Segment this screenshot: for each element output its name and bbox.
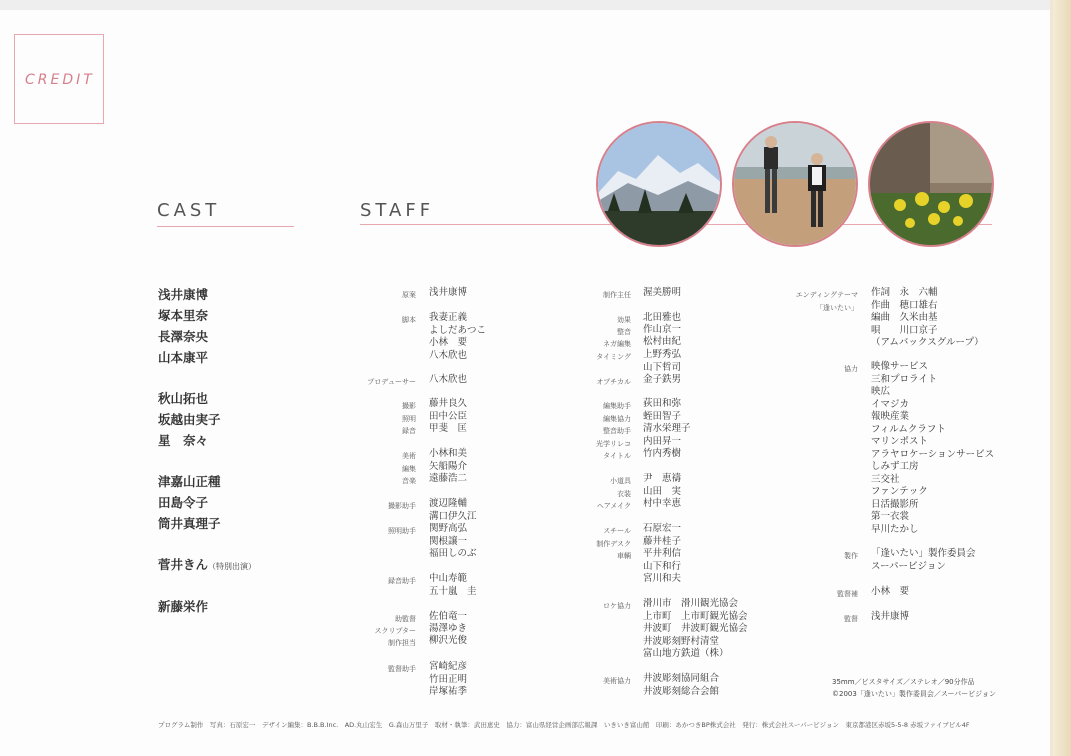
- staff-heading: STAFF: [360, 200, 435, 221]
- staff-names: 小林和美: [429, 448, 468, 459]
- cast-member: 山本康平: [158, 350, 209, 365]
- staff-names: 藤井良久: [429, 398, 468, 409]
- staff-role: 美術協力: [603, 677, 631, 685]
- staff-names: 作詞 永 六輔 作曲 穂口雄右 編曲 久米由基 唄 川口京子 （アムバックスグループ）: [871, 287, 984, 348]
- staff-role: タイミング: [596, 353, 631, 361]
- staff-role: 協力: [844, 365, 858, 373]
- staff-role: ネガ編集: [603, 340, 631, 348]
- staff-role: 撮影助手: [388, 502, 416, 510]
- staff-names: 我妻正義 よしだあつこ 小林 要 八木欣也: [429, 312, 487, 361]
- staff-role: 整音: [617, 328, 631, 336]
- staff-role: 制作デスク: [596, 540, 631, 548]
- staff-role: 編集: [402, 465, 416, 473]
- staff-role: ロケ協力: [603, 602, 631, 610]
- staff-role: オプチカル: [596, 378, 631, 386]
- staff-names: 清水栄理子: [643, 423, 691, 434]
- staff-names: 荻田和弥: [643, 398, 682, 409]
- staff-names: 蛭田智子: [643, 411, 682, 422]
- staff-role: タイトル: [603, 452, 631, 460]
- staff-names: 小林 要: [871, 586, 910, 597]
- staff-role: プロデューサー: [367, 378, 416, 386]
- credit-label: CREDIT: [25, 72, 95, 88]
- staff-names: 佐伯竜一: [429, 611, 468, 622]
- cast-member: 秋山拓也: [158, 391, 209, 406]
- staff-names: 中山寿範 五十嵐 圭: [429, 573, 477, 597]
- credit-label-box: [14, 34, 104, 124]
- staff-names: 矢船陽介: [429, 461, 468, 472]
- staff-names: 遠藤浩二: [429, 473, 468, 484]
- staff-role: 録音助手: [388, 577, 416, 585]
- staff-role: 録音: [402, 427, 416, 435]
- staff-role: 制作担当: [388, 639, 416, 647]
- staff-role: ヘアメイク: [596, 502, 631, 510]
- staff-role: 編集協力: [603, 415, 631, 423]
- cast-member: 津嘉山正種: [158, 474, 221, 489]
- cast-member: 長澤奈央: [158, 329, 209, 344]
- couple-photo: [732, 121, 858, 247]
- staff-role: 原案: [402, 291, 416, 299]
- special-appearance-note: （特別出演）: [208, 562, 257, 571]
- staff-names: 平井利信 山下和行 宮川和夫: [643, 548, 682, 584]
- cast-member: 筒井真理子: [158, 516, 221, 531]
- staff-role: 監督補: [837, 590, 858, 598]
- staff-names: 内田昇一: [643, 436, 682, 447]
- cast-member-special: [158, 555, 256, 573]
- staff-names: 村中幸恵: [643, 498, 682, 509]
- staff-names: 藤井桂子: [643, 536, 682, 547]
- staff-role: 編集助手: [603, 402, 631, 410]
- staff-names: 松村由紀: [643, 336, 682, 347]
- staff-role: 光学リレコ: [596, 440, 631, 448]
- copyright-note: ©2003「逢いたい」製作委員会／スーパービジョン: [832, 690, 996, 698]
- cast-member: 田島令子: [158, 495, 209, 510]
- staff-names: 井波彫刻協同組合 井波彫刻総合会館: [643, 673, 720, 697]
- staff-role: 車輌: [617, 552, 631, 560]
- staff-role: スチール: [603, 527, 631, 535]
- staff-names: 浅井康博: [871, 611, 910, 622]
- staff-names: 竹内秀樹: [643, 448, 682, 459]
- staff-names: 湯澤ゆき: [429, 623, 468, 634]
- staff-role: エンディングテーマ 「逢いたい」: [795, 291, 858, 312]
- cast-heading: CAST: [157, 200, 221, 221]
- staff-role: 照明: [402, 415, 416, 423]
- cast-member: 菅井きん: [158, 557, 209, 572]
- staff-role: 制作主任: [603, 291, 631, 299]
- staff-role: 音楽: [402, 477, 416, 485]
- staff-role: 衣装: [617, 490, 631, 498]
- staff-role: 監督助手: [388, 665, 416, 673]
- staff-names: 甲斐 匡: [429, 423, 468, 434]
- staff-names: 山田 実: [643, 486, 682, 497]
- staff-role: スクリプター: [374, 627, 416, 635]
- staff-names: 渥美勝明: [643, 287, 682, 298]
- staff-names: 作山京一: [643, 324, 682, 335]
- staff-names: 「逢いたい」製作委員会 スーパービジョン: [871, 548, 976, 572]
- top-margin: [0, 0, 1053, 10]
- staff-names: 尹 恵禱: [643, 473, 682, 484]
- program-footer: プログラム制作 写真：石原宏一 デザイン編集：B.B.B.Inc. AD.丸山宏生 G.森山万里子 取材・執筆：武田恵史 協力：富山県経営企画部広報課 いきいき富山館 印刷：あかつきBP株式会社 発行：株式会社スーパービジョン 東京都港区赤坂5-5-8 赤坂ファイブビル4F: [158, 721, 970, 729]
- staff-names: 八木欣也: [429, 374, 468, 385]
- staff-names: 渡辺隆輔 溝口伊久江: [429, 498, 477, 522]
- staff-names: 金子鉄男: [643, 374, 682, 385]
- staff-names: 北田雅也: [643, 312, 682, 323]
- staff-role: 監督: [844, 615, 858, 623]
- staff-names: 石原宏一: [643, 523, 682, 534]
- cast-member: 新藤栄作: [158, 599, 209, 614]
- staff-role: 整音助手: [603, 427, 631, 435]
- cast-member: 星 奈々: [158, 433, 209, 448]
- staff-names: 田中公臣: [429, 411, 468, 422]
- cast-member: 浅井康博: [158, 287, 209, 302]
- staff-names: 上野秀弘 山下哲司: [643, 349, 682, 373]
- staff-names: 滑川市 滑川観光協会 上市町 上市町観光協会 井波町 井波町観光協会 井波彫刻野村清堂 富山地方鉄道（株）: [643, 598, 748, 659]
- staff-names: 関野高弘 関根譲一 福田しのぶ: [429, 523, 477, 559]
- staff-role: 小道具: [610, 477, 631, 485]
- staff-role: 美術: [402, 452, 416, 460]
- format-note: 35mm／ビスタサイズ／ステレオ／90分作品: [832, 678, 975, 686]
- staff-role: 製作: [844, 552, 858, 560]
- mountain-photo: [596, 121, 722, 247]
- staff-role: 効果: [617, 316, 631, 324]
- staff-role: 脚本: [402, 316, 416, 324]
- staff-names: 映像サービス 三和プロライト 映広 イマジカ 報映産業 フィルムクラフト マリンポスト アラヤロケーションサービス しみず工房 三交社 ファンテック 日活撮影所 第一衣裳 早川たかし: [871, 361, 995, 535]
- cast-member: 坂越由実子: [158, 412, 221, 427]
- cast-rule: [157, 226, 294, 227]
- staff-names: 浅井康博: [429, 287, 468, 298]
- staff-role: 撮影: [402, 402, 416, 410]
- staff-names: 宮崎紀彦 竹田正明 岸塚祐季: [429, 661, 468, 697]
- staff-role: 照明助手: [388, 527, 416, 535]
- staff-role: 助監督: [395, 615, 416, 623]
- page-edge: [1053, 0, 1071, 756]
- cast-member: 塚本里奈: [158, 308, 209, 323]
- staff-names: 柳沢光俊: [429, 635, 468, 646]
- flowers-photo: [868, 121, 994, 247]
